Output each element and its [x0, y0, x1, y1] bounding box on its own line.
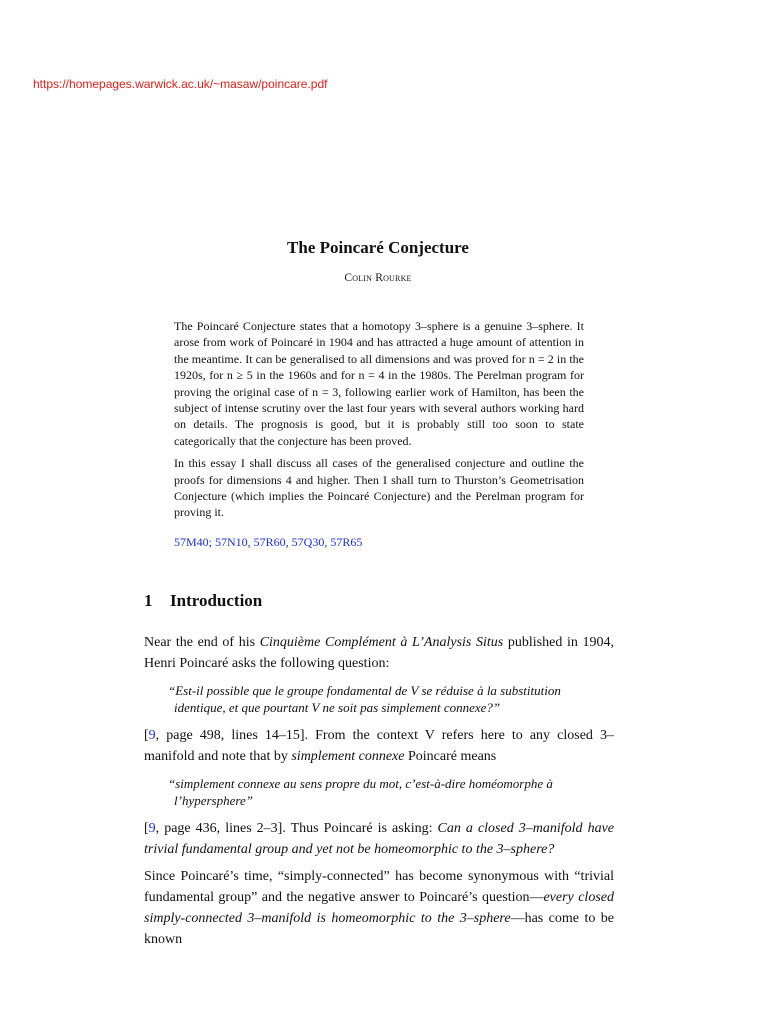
body-paragraph-2: [9, page 498, lines 14–15]. From the context V refers here to any closed 3–manifold and note that by simplement connexe Poincaré means — [144, 728, 614, 764]
source-url-link[interactable]: https://homepages.warwick.ac.uk/~masaw/poincare.pdf — [33, 77, 328, 91]
body-paragraph-1: Near the end of his Cinquième Complément à L’Analysis Situs published in 1904, Henri Poincaré asks the following question: — [144, 635, 614, 671]
body-paragraph-4: Since Poincaré’s time, “simply-connected” has become synonymous with “trivial fundamental group” and the negative answer to Poincaré’s question—every closed simply-connected 3–manifold is homeomorphic to the 3–sphere—has come to be known — [144, 869, 614, 947]
body-paragraph-3: [9, page 436, lines 2–3]. Thus Poincaré is asking: Can a closed 3–manifold have trivial fundamental group and yet not be homeomorphic to the 3–sphere? — [144, 821, 615, 857]
block-quote-1: “Est-il possible que le groupe fondamental de V se réduise à la substitution identique, et que pourtant V ne soit pas simplement connexe?” — [168, 683, 561, 715]
section-heading — [144, 591, 262, 611]
block-quote-2: “simplement connexe au sens propre du mot, c’est-à-dire homéomorphe à l’hypersphere” — [168, 776, 553, 808]
paper-author: Colin Rourke — [344, 272, 412, 284]
abstract-paragraph-2: In this essay I shall discuss all cases of the generalised conjecture and outline the proofs for dimensions 4 and higher. Then I shall turn to Thurston’s Geometrisation Conjecture (which implies the Poincaré Conjecture) and the Perelman program for proving it. — [174, 456, 584, 520]
msc-classification-links[interactable]: 57M40; 57N10, 57R60, 57Q30, 57R65 — [174, 535, 363, 549]
section-title: Introduction — [170, 591, 263, 610]
abstract-paragraph-1: The Poincaré Conjecture states that a homotopy 3–sphere is a genuine 3–sphere. It arose from work of Poincaré in 1904 and has attracted a huge amount of attention in the meantime. It can be generalised to all dimensions and was proved for n = 2 in the 1920s, for n ≥ 5 in the 1960s and for n = 4 in the 1980s. The Perelman program for proving the original case of n = 3, following earlier work of Hamilton, has been the subject of intense scrutiny over the last four years with several authors working hard on details. The prognosis is good, but it is probably still too soon to state categorically that the conjecture has been proved. — [174, 319, 584, 448]
section-number: 1 — [144, 591, 153, 610]
paper-title: The Poincaré Conjecture — [287, 238, 469, 257]
citation-link[interactable]: 9 — [148, 821, 156, 836]
abstract — [174, 318, 584, 527]
body-text — [144, 632, 614, 956]
citation-link[interactable]: 9 — [148, 728, 156, 743]
